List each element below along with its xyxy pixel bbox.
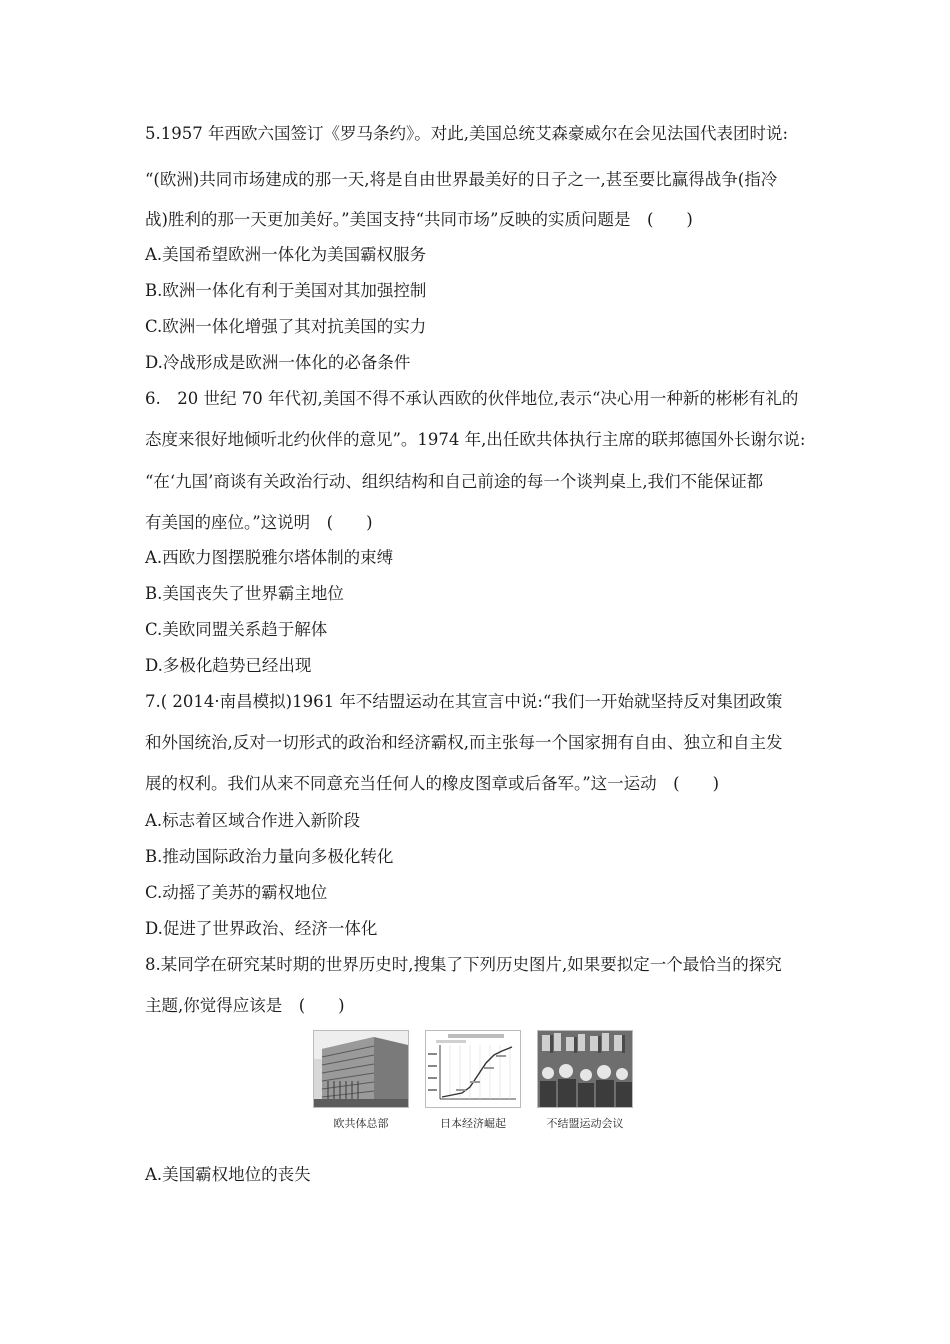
q6-stem-line-2: 态度来很好地倾听北约伙伴的意见”。1974 年,出任欧共体执行主席的联邦德国外长谢尔说: xyxy=(145,430,806,449)
figure-caption: 日本经济崛起 xyxy=(440,1117,506,1130)
q7-option-c: C.动摇了美苏的霸权地位 xyxy=(145,883,328,902)
figure-caption: 欧共体总部 xyxy=(333,1117,389,1130)
q6-option-c: C.美欧同盟关系趋于解体 xyxy=(145,620,328,639)
q8-option-a: A.美国霸权地位的丧失 xyxy=(145,1165,311,1184)
q7-stem-line-1: 7.( 2014·南昌模拟)1961 年不结盟运动在其宣言中说:“我们一开始就坚持反对集团政策 xyxy=(145,692,783,711)
q6-option-b: B.美国丧失了世界霸主地位 xyxy=(145,584,344,603)
q7-stem-line-2: 和外国统治,反对一切形式的政治和经济霸权,而主张每一个国家拥有自由、独立和自主发 xyxy=(145,733,783,752)
q5-stem-line-2: “(欧洲)共同市场建成的那一天,将是自由世界最美好的日子之一,甚至要比赢得战争(指冷 xyxy=(145,170,778,189)
q5-option-b: B.欧洲一体化有利于美国对其加强控制 xyxy=(145,281,427,300)
q6-stem-line-4: 有美国的座位。”这说明 ( ) xyxy=(145,513,373,532)
q6-option-a: A.西欧力图摆脱雅尔塔体制的束缚 xyxy=(145,548,394,567)
q5-option-a: A.美国希望欧洲一体化为美国霸权服务 xyxy=(145,245,427,264)
q7-option-a: A.标志着区域合作进入新阶段 xyxy=(145,811,361,830)
building-photo-icon xyxy=(314,1031,408,1107)
q7-option-b: B.推动国际政治力量向多极化转化 xyxy=(145,847,394,866)
crowd-photo-icon xyxy=(538,1031,632,1107)
q5-stem-line-1: 5.1957 年西欧六国签订《罗马条约》。对此,美国总统艾森豪威尔在会见法国代表团时说: xyxy=(145,124,789,143)
q6-stem-line-3: “在‘九国’商谈有关政治行动、组织结构和自己前途的每一个谈判桌上,我们不能保证都 xyxy=(145,472,764,491)
q8-stem-line-2: 主题,你觉得应该是 ( ) xyxy=(145,996,345,1015)
japan-economy-chart-thumbnail xyxy=(425,1030,521,1108)
line-chart-icon xyxy=(426,1031,520,1107)
figure-caption: 不结盟运动会议 xyxy=(546,1117,624,1130)
q8-figure-row xyxy=(313,1030,643,1130)
q7-stem-line-3: 展的权利。我们从来不同意充当任何人的橡皮图章或后备军。”这一运动 ( ) xyxy=(145,774,720,793)
q5-option-d: D.冷战形成是欧洲一体化的必备条件 xyxy=(145,353,411,372)
figure-ec-headquarters xyxy=(313,1030,409,1131)
ec-headquarters-photo xyxy=(313,1030,409,1108)
q8-stem-line-1: 8.某同学在研究某时期的世界历史时,搜集了下列历史图片,如果要拟定一个最恰当的探究 xyxy=(145,955,782,974)
q7-option-d: D.促进了世界政治、经济一体化 xyxy=(145,919,378,938)
figure-japan-economy xyxy=(425,1030,521,1131)
q6-option-d: D.多极化趋势已经出现 xyxy=(145,656,312,675)
q5-option-c: C.欧洲一体化增强了其对抗美国的实力 xyxy=(145,317,427,336)
q5-stem-line-3: 战)胜利的那一天更加美好。”美国支持“共同市场”反映的实质问题是 ( ) xyxy=(145,210,693,229)
non-aligned-conference-photo xyxy=(537,1030,633,1108)
figure-non-aligned-conference xyxy=(537,1030,633,1131)
q6-stem-line-1: 6. 20 世纪 70 年代初,美国不得不承认西欧的伙伴地位,表示“决心用一种新的彬彬有礼的 xyxy=(145,389,799,408)
